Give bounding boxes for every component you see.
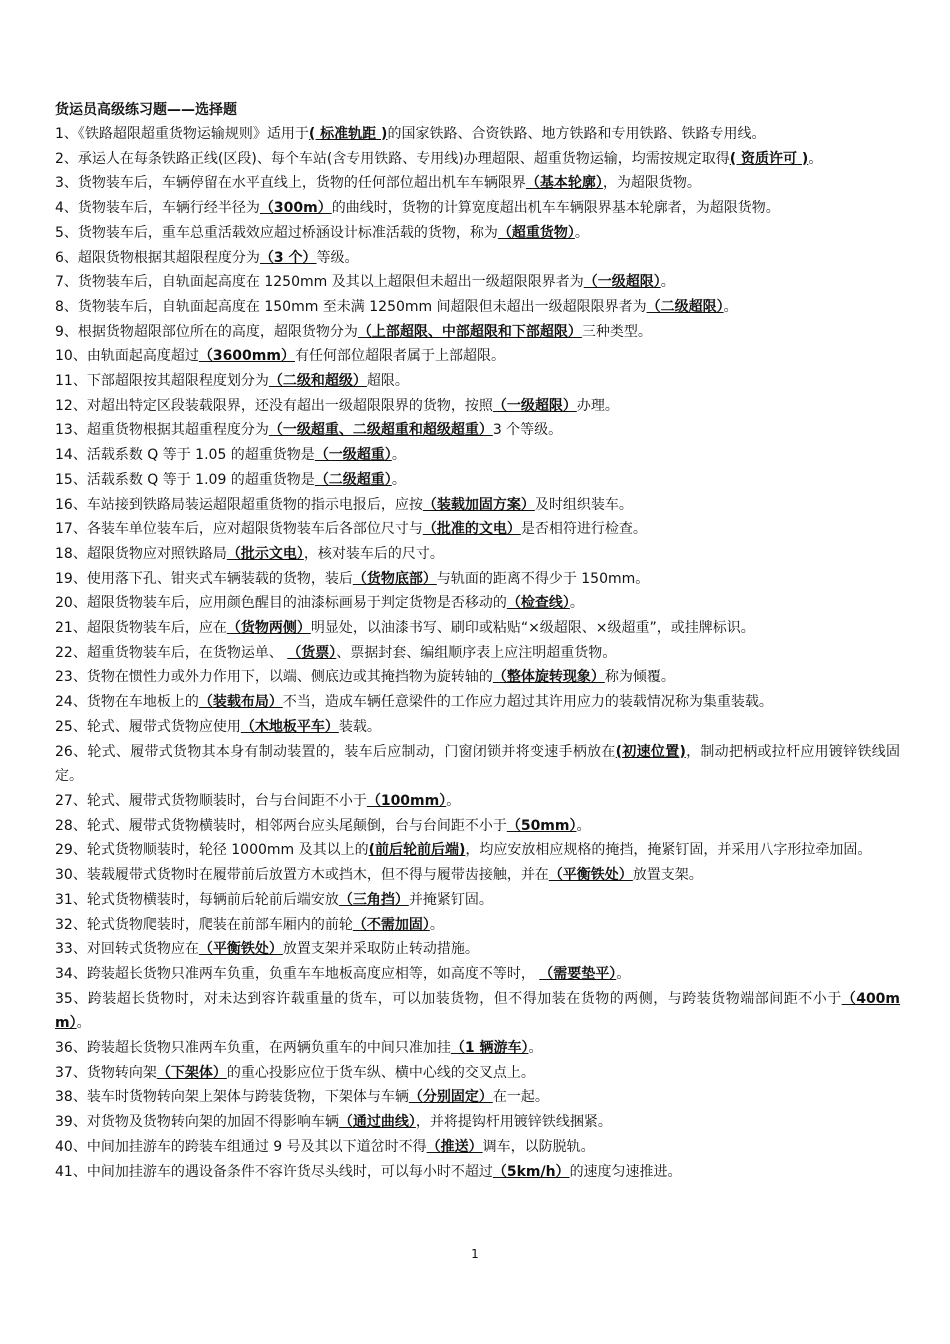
question-text: 11、下部超限按其超限程度划分为 [55, 373, 269, 390]
question-text-tail: 明显处，以油漆书写、刷印或粘贴“×级超限、×级超重”，或挂牌标识。 [310, 620, 755, 637]
answer-text: （装载布局） [198, 694, 283, 711]
question-item [55, 740, 900, 789]
question-text: 18、超限货物应对照铁路局 [55, 545, 227, 562]
question-text-tail: ，核对装车后的尺寸。 [303, 545, 444, 562]
question-item [55, 591, 900, 616]
question-item [55, 270, 900, 295]
question-text: 22、超重货物装车后，在货物运单、 [55, 644, 288, 661]
question-text-tail: ，均应安放相应规格的掩挡，掩紧钉固，并采用八字形拉牵加固。 [465, 842, 872, 859]
question-text: 1、《铁路超限超重货物运输规则》适用于 [55, 126, 309, 142]
question-item [55, 394, 900, 419]
question-item [55, 171, 900, 196]
question-text: 25、轮式、履带式货物应使用 [55, 718, 241, 735]
answer-text: （100mm） [366, 792, 447, 809]
answer-text: （3600mm） [198, 348, 295, 365]
question-text: 38、装车时货物转向架上架体与跨装货物，下架体与车辆 [55, 1089, 409, 1106]
question-text-tail: 的速度匀速推进。 [569, 1163, 682, 1180]
answer-text: （基本轮廓） [525, 175, 603, 192]
question-text-tail: 调车，以防脱轨。 [482, 1138, 595, 1155]
answer-text: （一级超重、二级超重和超级超重） [268, 422, 493, 439]
question-text-tail: 。 [391, 447, 406, 464]
question-text-tail: 不当，造成车辆任意梁件的工作应力超过其许用应力的装载情况称为集重装载。 [282, 694, 773, 711]
answer-text: （平衡铁处） [198, 941, 283, 958]
question-text: 30、装载履带式货物时在履带前后放置方木或挡木，但不得与履带齿接触，并在 [55, 867, 549, 884]
question-text-tail: 并掩紧钉固。 [408, 891, 493, 908]
answer-text: （检查线） [506, 595, 570, 612]
question-text-tail: ，并将提钩杆用镀锌铁线捆紧。 [415, 1114, 612, 1131]
question-text: 3、货物装车后，车辆停留在水平直线上，货物的任何部位超出机车车辆限界 [55, 175, 526, 192]
answer-text: （3 个） [259, 249, 317, 266]
question-item [55, 493, 900, 518]
question-text-tail: 放置支架并采取防止转动措施。 [282, 941, 479, 958]
question-text-tail: 办理。 [576, 397, 619, 414]
question-text: 32、轮式货物爬装时，爬装在前部车厢内的前轮 [55, 916, 353, 933]
question-text: 12、对超出特定区段装载限界，还没有超出一级超限限界的货物，按照 [55, 397, 493, 414]
question-text-tail: ，为超限货物。 [602, 175, 701, 192]
question-text: 31、轮式货物横装时，每辆前后轮前后端安放 [55, 891, 339, 908]
answer-text: （400mm） [55, 990, 901, 1032]
answer-text: （通过曲线） [338, 1114, 416, 1131]
document-body [55, 99, 900, 1184]
question-text-tail: 3 个等级。 [492, 422, 563, 439]
question-item [55, 196, 900, 221]
question-item [55, 221, 900, 246]
answer-text: （一级超限） [583, 274, 661, 291]
question-item [55, 147, 900, 172]
question-text-tail: 。 [576, 817, 591, 834]
question-item [55, 369, 900, 394]
question-text-tail: 。 [660, 274, 675, 291]
question-text: 19、使用落下孔、钳夹式车辆装载的货物，装后 [55, 570, 353, 587]
question-item [55, 814, 900, 839]
question-text: 36、跨装超长货物只准两车负重，在两辆负重车的中间只准加挂 [55, 1040, 451, 1057]
answer-text: （需要垫平） [539, 965, 617, 982]
question-text-tail: 。 [528, 1040, 543, 1057]
answer-text: (初速位置) [615, 743, 686, 760]
answer-text: （批准的文电） [422, 521, 521, 538]
question-text: 10、由轨面起高度超过 [55, 348, 199, 365]
question-text: 4、货物装车后，车辆行经半径为 [55, 200, 260, 217]
question-text: 34、跨装超长货物只准两车负重，负重车车地板高度应相等，如高度不等时， [55, 965, 540, 982]
question-text: 29、轮式货物顺装时，轮径 1000mm 及其以上的 [55, 842, 369, 859]
question-item [55, 616, 900, 641]
question-text-tail: 。 [391, 471, 406, 488]
question-text-tail: 的国家铁路、合资铁路、地方铁路和专用铁路、铁路专用线。 [387, 126, 766, 142]
answer-text: （一级超限） [492, 397, 577, 414]
question-text-tail: 及时组织装车。 [534, 496, 633, 513]
question-item [55, 1061, 900, 1086]
question-item [55, 542, 900, 567]
answer-text: （批示文电） [226, 545, 304, 562]
question-item [55, 1135, 900, 1160]
page-number: 1 [471, 1247, 479, 1261]
question-text: 13、超重货物根据其超重程度分为 [55, 422, 269, 439]
answer-text: （推送） [426, 1138, 483, 1155]
answer-text: (前后轮前后端) [368, 842, 466, 859]
question-item [55, 1085, 900, 1110]
question-item [55, 838, 900, 863]
question-text: 33、对回转式货物应在 [55, 941, 199, 958]
answer-text: （不需加固） [352, 916, 430, 933]
question-text-tail: 在一起。 [492, 1089, 549, 1106]
answer-text: （上部超限、中部超限和下部超限） [357, 323, 582, 340]
question-item [55, 468, 900, 493]
question-item [55, 567, 900, 592]
question-text: 35、跨装超长货物时，对未达到容许载重量的货车，可以加装货物，但不得加装在货物的两侧，与跨装货物端部间距不小于 [55, 990, 842, 1007]
question-text: 40、中间加挂游车的跨装车组通过 9 号及其以下道岔时不得 [55, 1138, 427, 1155]
answer-text: （二级超限） [646, 298, 724, 315]
question-text: 15、活载系数 Q 等于 1.09 的超重货物是 [55, 471, 315, 488]
question-item [55, 715, 900, 740]
question-text: 14、活载系数 Q 等于 1.05 的超重货物是 [55, 447, 315, 464]
question-text-tail: 超限。 [366, 373, 409, 390]
question-item [55, 913, 900, 938]
question-text: 20、超限货物装车后，应用颜色醒目的油漆标画易于判定货物是否移动的 [55, 595, 507, 612]
answer-text: （货票） [287, 644, 337, 661]
document-title: 货运员高级练习题——选择题 [55, 102, 237, 118]
question-text-tail: 装载。 [338, 718, 381, 735]
answer-text: （整体旋转现象） [492, 669, 605, 686]
question-text-tail: 。 [808, 150, 823, 167]
answer-text: （超重货物） [497, 224, 575, 241]
question-item [55, 987, 900, 1036]
question-item [55, 1110, 900, 1135]
answer-text: （分别固定） [408, 1089, 493, 1106]
question-item [55, 517, 900, 542]
question-text: 28、轮式、履带式货物横装时，相邻两台应头尾颠倒，台与台间距不小于 [55, 817, 507, 834]
question-text-tail: 。 [569, 595, 584, 612]
question-text: 17、各装车单位装车后，应对超限货物装车后各部位尺寸与 [55, 521, 423, 538]
question-text: 41、中间加挂游车的遇设备条件不容许货尽头线时，可以每小时不超过 [55, 1163, 493, 1180]
question-text-tail: 的曲线时，货物的计算宽度超出机车车辆限界基本轮廓者，为超限货物。 [331, 200, 780, 217]
answer-text: （木地板平车） [240, 718, 339, 735]
question-item [55, 295, 900, 320]
question-text-tail: 是否相符进行检查。 [520, 521, 647, 538]
question-item [55, 888, 900, 913]
answer-text: （1 辆游车） [450, 1040, 529, 1057]
answer-text: （一级超重） [314, 447, 392, 464]
question-text: 27、轮式、履带式货物顺装时，台与台间距不小于 [55, 792, 367, 809]
question-text: 7、货物装车后，自轨面起高度在 1250mm 及其以上超限但未超出一级超限限界者为 [55, 274, 584, 291]
question-text-tail: ，制动把柄或拉杆应用镀锌铁线固定。 [55, 743, 901, 785]
answer-text: （下架体） [156, 1064, 227, 1081]
question-item [55, 344, 900, 369]
answer-text: （50mm） [506, 817, 577, 834]
question-text-tail: 。 [429, 916, 444, 933]
question-text: 37、货物转向架 [55, 1064, 157, 1081]
answer-text: （平衡铁处） [548, 867, 633, 884]
question-text-tail: 放置支架。 [632, 867, 703, 884]
question-item [55, 665, 900, 690]
question-text: 24、货物在车地板上的 [55, 694, 199, 711]
question-text-tail: 。 [723, 298, 738, 315]
question-text: 16、车站接到铁路局装运超限超重货物的指示电报后，应按 [55, 496, 423, 513]
question-text-tail: 有任何部位超限者属于上部超限。 [294, 348, 505, 365]
question-list [55, 122, 900, 1184]
question-item [55, 1036, 900, 1061]
question-text: 2、承运人在每条铁路正线(区段)、每个车站(含专用铁路、专用线)办理超限、超重货物运输，均需按规定取得 [55, 150, 730, 167]
question-text-tail: 。 [616, 965, 631, 982]
question-text-tail: 的重心投影应位于货车纵、横中心线的交叉点上。 [226, 1064, 535, 1081]
question-item [55, 962, 900, 987]
answer-text: （货物两侧） [226, 620, 311, 637]
question-item [55, 1160, 900, 1185]
question-text: 39、对货物及货物转向架的加固不得影响车辆 [55, 1114, 339, 1131]
answer-text: （300m） [259, 200, 332, 217]
question-text-tail: 。 [574, 224, 589, 241]
question-item [55, 443, 900, 468]
answer-text: （二级和超级） [268, 373, 367, 390]
question-text: 21、超限货物装车后，应在 [55, 620, 227, 637]
answer-text: （二级超重） [314, 471, 392, 488]
question-text-tail: 三种类型。 [581, 323, 652, 340]
question-item [55, 937, 900, 962]
question-text: 5、货物装车后，重车总重活载效应超过桥涵设计标准活载的货物，称为 [55, 224, 498, 241]
question-item [55, 418, 900, 443]
question-text-tail: 。 [446, 792, 461, 809]
question-text: 9、根据货物超限部位所在的高度，超限货物分为 [55, 323, 358, 340]
question-item [55, 863, 900, 888]
question-item [55, 246, 900, 271]
question-text-tail: 称为倾覆。 [604, 669, 675, 686]
question-text: 6、超限货物根据其超限程度分为 [55, 249, 260, 266]
question-item [55, 690, 900, 715]
question-text: 26、轮式、履带式货物其本身有制动装置的，装车后应制动，门窗闭锁并将变速手柄放在 [55, 743, 616, 760]
question-text-tail: 。 [76, 1015, 91, 1032]
question-item [55, 320, 900, 345]
question-text-tail: 等级。 [316, 249, 359, 266]
question-text: 8、货物装车后，自轨面起高度在 150mm 至未满 1250mm 间超限但未超出一级超限限界者为 [55, 298, 647, 315]
answer-text: （三角挡） [338, 891, 409, 908]
answer-text: ( 标准轨距 ) [308, 126, 388, 142]
question-item [55, 122, 900, 147]
question-item [55, 789, 900, 814]
question-text-tail: 、票据封套、编组顺序表上应注明超重货物。 [336, 644, 617, 661]
answer-text: ( 资质许可 ) [729, 150, 809, 167]
answer-text: （5km/h） [492, 1163, 570, 1180]
question-item [55, 641, 900, 666]
answer-text: （装载加固方案） [422, 496, 535, 513]
question-text: 23、货物在惯性力或外力作用下，以端、侧底边或其掩挡物为旋转轴的 [55, 669, 493, 686]
answer-text: （货物底部） [352, 570, 437, 587]
question-text-tail: 与轨面的距离不得少于 150mm。 [436, 570, 650, 587]
